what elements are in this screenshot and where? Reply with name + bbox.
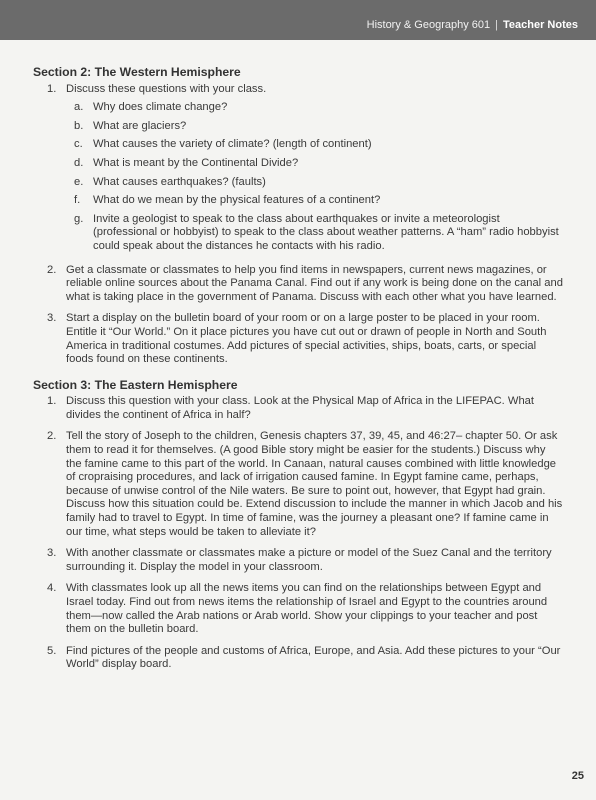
list-item [33, 547, 563, 574]
page-header [0, 0, 596, 40]
sub-item-letter: e. [74, 175, 84, 188]
item-number: 5. [47, 644, 57, 657]
list-item [33, 582, 563, 636]
sub-item-text: What do we mean by the physical features of a continent? [93, 194, 381, 207]
item-number: 3. [47, 312, 57, 325]
sub-item [66, 194, 563, 208]
sub-item-letter: d. [74, 156, 84, 169]
item-text: Start a display on the bulletin board of your room or on a large poster to be placed in your room. Entitle it “Our World.” On it place pictures you have cut out or drawn of people in North and South America in traditional costumes. Add pictures of special activities, ships, boats, carts, or special foods found on these continents. [66, 312, 547, 366]
list-item [33, 312, 563, 366]
item-text: Find pictures of the people and customs of Africa, Europe, and Asia. Add these pictures to your “Our World” display board. [66, 644, 561, 671]
sub-item-letter: f. [74, 194, 81, 207]
sub-item [66, 157, 563, 171]
item-text: With classmates look up all the news items you can find on the relationships between Egypt and Israel today. Find out from news items the relationship of Israel and Egypt to the countries around them—now called the Arab nations or Arab world. Show your clippings to your teacher and post them on the bulletin board. [66, 582, 548, 636]
list-item [33, 83, 563, 254]
item-text: Get a classmate or classmates to help you find items in newspapers, current news magazines, or reliable online sources about the Panama Canal. Find out if any work is being done on the canal and what is taking place in the government of Panama. Discuss with each other what you have learned. [66, 263, 563, 303]
sub-item [66, 138, 563, 152]
teacher-notes-label: Teacher Notes [503, 19, 578, 31]
item-text: Discuss this question with your class. Look at the Physical Map of Africa in the LIFEPAC. What divides the continent of Africa in half? [66, 395, 535, 421]
item-number: 1. [47, 82, 57, 95]
item-text: With another classmate or classmates make a picture or model of the Suez Canal and the territory surrounding it. Display the model in your classroom. [66, 547, 552, 573]
item-number: 3. [47, 547, 57, 560]
sub-item-text: What are glaciers? [93, 119, 187, 132]
header-separator: | [495, 19, 498, 31]
sub-item [66, 120, 563, 134]
sub-item-letter: c. [74, 138, 83, 151]
item-text: Tell the story of Joseph to the children, Genesis chapters 37, 39, 45, and 46:27– chapter 50. Or ask them to read it for themselves. (A good Bible story might be easier for the students.) Discuss why the famine came to this part of the world. In Canaan, natural causes combined with little knowledge of cropraising procedures, and lack of irrigation caused famine. In Egypt famine came, perhaps, because of unwise control of the Nile waters. Be sure to point out, however, that Egypt had grain. Discuss how this situation could be. Extend discussion to include the manner in which Jacob and his family had to travel to Egypt. In time of famine, was the journey a pleasant one? If famine came in our time, what steps would be taken to alleviate it? [66, 430, 563, 538]
sub-item-text: Why does climate change? [93, 101, 228, 114]
item-number: 2. [47, 430, 57, 443]
page-number: 25 [571, 770, 584, 782]
course-title: History & Geography 601 [366, 19, 491, 31]
list-item [33, 645, 563, 672]
list-item [33, 430, 563, 539]
item-number: 2. [47, 263, 57, 276]
section-title: Section 3: The Eastern Hemisphere [33, 377, 238, 392]
sub-item-text: What causes earthquakes? (faults) [93, 175, 266, 188]
section-title: Section 2: The Western Hemisphere [33, 65, 241, 79]
item-number: 1. [47, 395, 57, 408]
sub-item-letter: b. [74, 119, 84, 132]
sub-item-text: What causes the variety of climate? (length of continent) [93, 138, 372, 151]
sub-item [66, 176, 563, 190]
page-content [33, 66, 563, 680]
sub-list [66, 101, 563, 253]
sub-item-text: What is meant by the Continental Divide? [93, 156, 299, 169]
list-item [33, 264, 563, 305]
item-text: Discuss these questions with your class. [66, 82, 267, 95]
list-item [33, 395, 563, 422]
sub-item [66, 213, 563, 254]
sub-item-letter: a. [74, 101, 84, 114]
sub-item-letter: g. [74, 212, 84, 225]
sub-item-text: Invite a geologist to speak to the class about earthquakes or invite a meteorologist (professional or hobbyist) to speak to the class about weather patterns. A “ham” radio hobbyist could speak about the distances he contacts with his radio. [93, 212, 559, 252]
item-number: 4. [47, 582, 57, 595]
sub-item [66, 101, 563, 115]
header-text [367, 19, 578, 31]
